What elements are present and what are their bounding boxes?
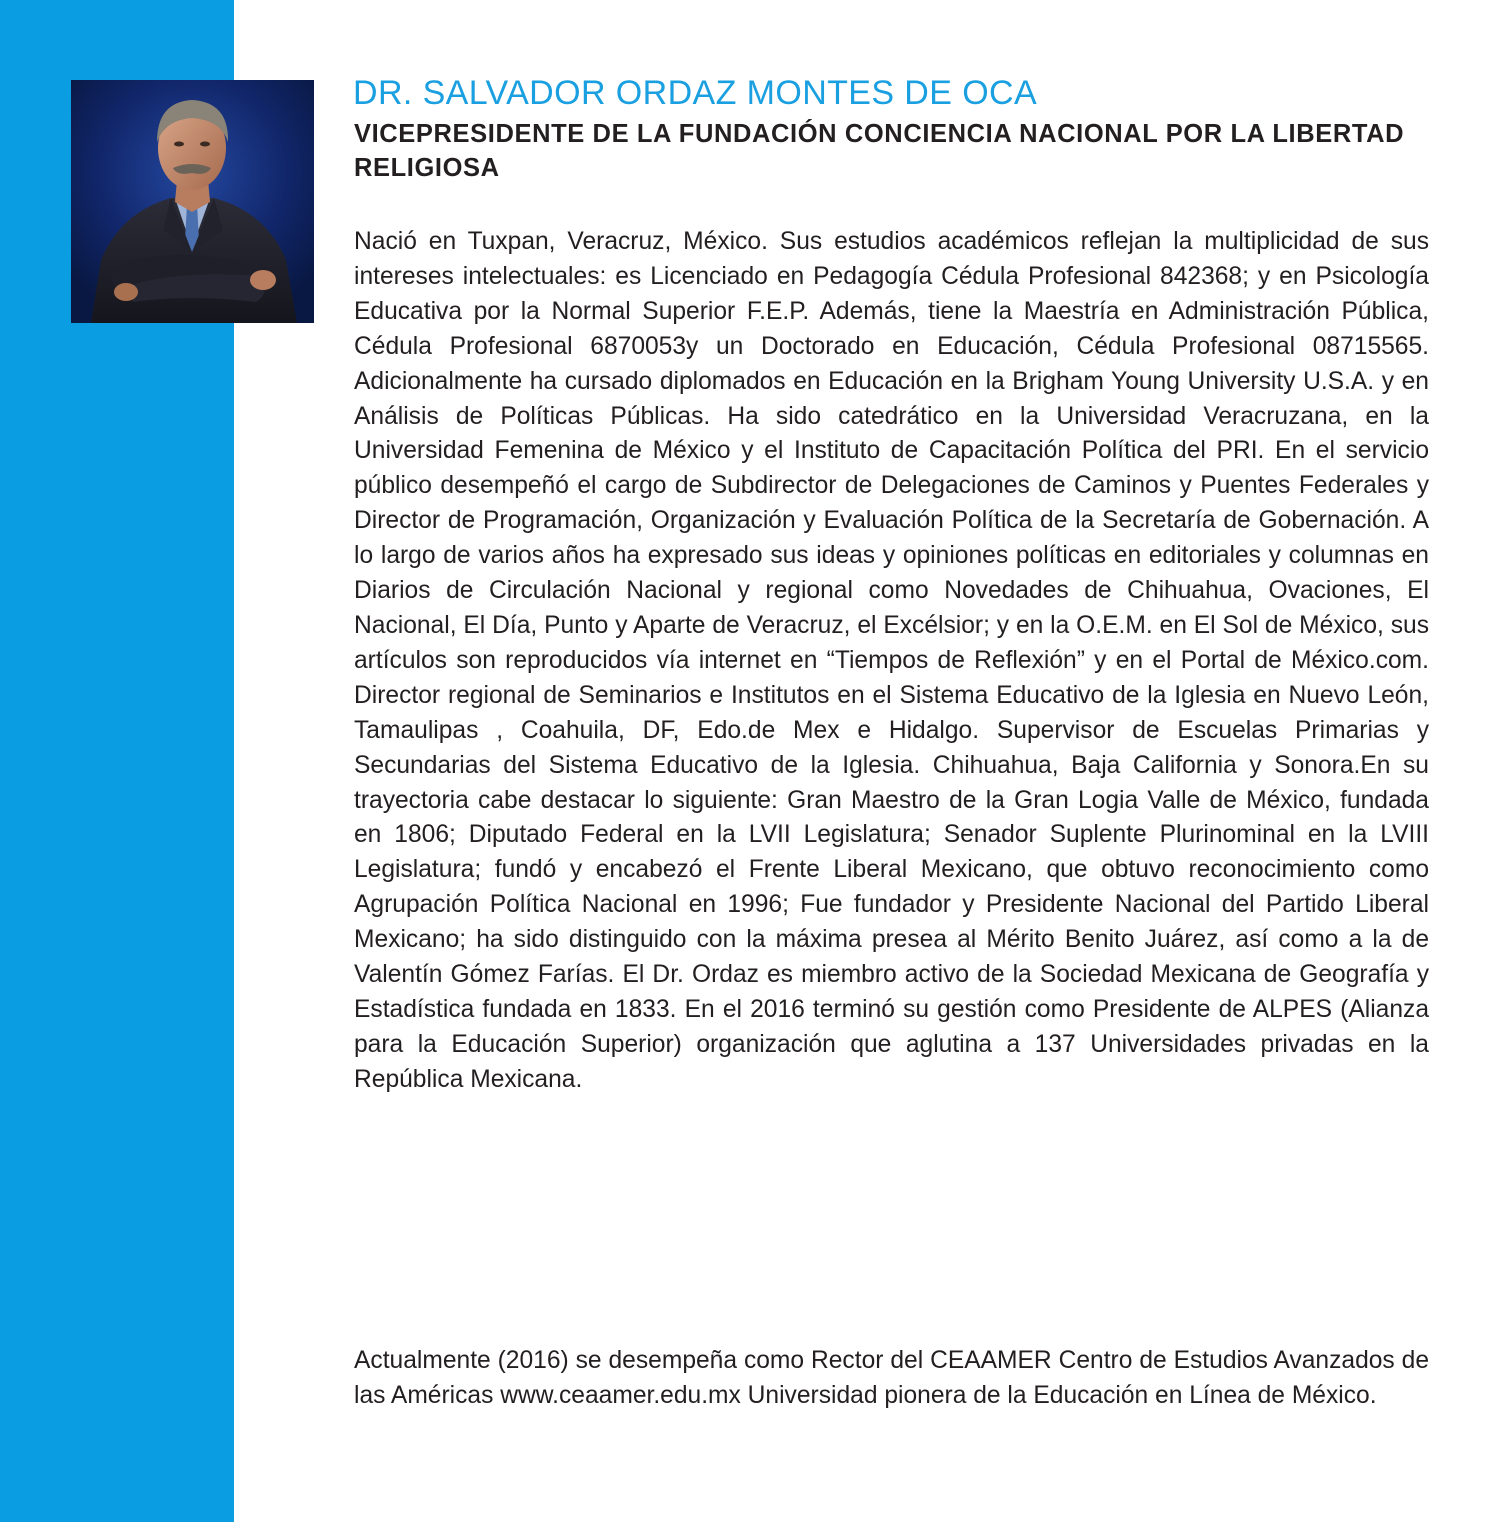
portrait-photo [71,80,314,323]
profile-role-subtitle: VICEPRESIDENTE DE LA FUNDACIÓN CONCIENCIA NACIONAL POR LA LIBERTAD RELIGIOSA [354,120,1405,182]
profile-name-heading: DR. SALVADOR ORDAZ MONTES DE OCA [353,74,1038,112]
biography-paragraph: Nació en Tuxpan, Veracruz, México. Sus estudios académicos reflejan la multiplicidad de sus intereses intelectuales: es Licenciado en Pedagogía Cédula Profesional 842368; y en Psicología Educativa por la Normal Superior F.E.P. Además, tiene la Maestría en Administración Pública, Cédula Profesional 6870053y un Doctorado en Educación, Cédula Profesional 08715565. Adicionalmente ha cursado diplomados en Educación en la Brigham Young University U.S.A. y en Análisis de Políticas Públicas. Ha sido catedrático en la Universidad Veracruzana, en la Universidad Femenina de México y el Instituto de Capacitación Política del PRI. En el servicio público desempeñó el cargo de Subdirector de Delegaciones de Caminos y Puentes Federales y Director de Programación, Organización y Evaluación Política de la Secretaría de Gobernación. A lo largo de varios años ha expresado sus ideas y opiniones políticas en editoriales y columnas en Diarios de Circulación Nacional y regional como Novedades de Chihuahua, Ovaciones, El Nacional, El Día, Punto y Aparte de Veracruz, el Excélsior; y en la O.E.M. en El Sol de México, sus artículos son reproducidos vía internet en “Tiempos de Reflexión” y en el Portal de México.com. Director regional de Seminarios e Institutos en el Sistema Educativo de la Iglesia en Nuevo León, Tamaulipas , Coahuila, DF, Edo.de Mex e Hidalgo. Supervisor de Escuelas Primarias y Secundarias del Sistema Educativo de la Iglesia. Chihuahua, Baja California y Sonora.En su trayectoria cabe destacar lo siguiente: Gran Maestro de la Gran Logia Valle de México, fundada en 1806; Diputado Federal en la LVII Legislatura; Senador Suplente Plurinominal en la LVIII Legislatura; fundó y encabezó el Frente Liberal Mexicano, que obtuvo reconocimiento como Agrupación Política Nacional en 1996; Fue fundador y Presidente Nacional del Partido Liberal Mexicano; ha sido distinguido con la máxima presea al Mérito Benito Juárez, así como a la de Valentín Gómez Farías. El Dr. Ordaz es miembro activo de la Sociedad Mexicana de Geografía y Estadística fundada en 1833. En el 2016 terminó su gestión como Presidente de ALPES (Alianza para la Educación Superior) organización que aglutina a 137 Universidades privadas en la República Mexicana. [354,228,1429,1093]
current-position-paragraph: Actualmente (2016) se desempeña como Rector del CEAAMER Centro de Estudios Avanzados de las Américas www.ceaamer.edu.mx Universidad pionera de la Educación en Línea de México. [354,1347,1429,1409]
